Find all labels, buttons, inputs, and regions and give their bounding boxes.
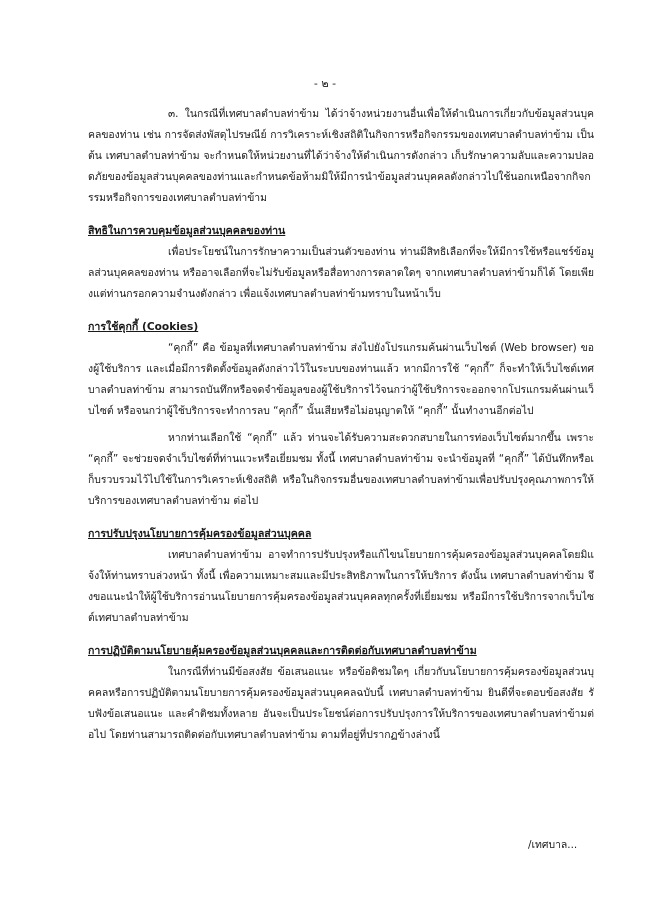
heading-cookies: การใช้คุกกี้ (Cookies) (88, 321, 199, 333)
section-gap (88, 512, 594, 518)
paragraph-compliance-contact: ในกรณีที่ท่านมีข้อสงสัย ข้อเสนอแนะ หรือข้อติชมใดๆ เกี่ยวกับนโยบายการคุ้มครองข้อมูลส่วนบุคคลหรือการปฏิบัติตามนโยบายการคุ้มครองข้อมูลส่วนบุคคลฉบับนี้ เทศบาลตำบลท่าข้าม ยินดีที่จะตอบข้อสงสัย รับฟังข้อเสนอแนะ และคำติชมทั้งหลาย อันจะเป็นประโยชน์ต่อการปรับปรุงการให้บริการของเทศบาลตำบลท่าข้ามต่อไป โดยท่านสามารถติดต่อกับเทศบาลตำบลท่าข้าม ตามที่อยู่ที่ปรากฏข้างล่างนี้ (88, 666, 594, 741)
continuation-note: /เทศบาล... (528, 839, 578, 851)
page-number: - ๒ - (313, 77, 337, 90)
heading-compliance-contact: การปฏิบัติตามนโยบายคุ้มครองข้อมูลส่วนบุคคลและการติดต่อกับเทศบาลตำบลท่าข้าม (88, 645, 477, 657)
heading-data-control-rights: สิทธิในการควบคุมข้อมูลส่วนบุคคลของท่าน (88, 225, 286, 237)
heading-policy-update: การปรับปรุงนโยบายการคุ้มครองข้อมูลส่วนบุคคล (88, 528, 312, 540)
intro-paragraph: ๓. ในกรณีที่เทศบาลตำบลท่าข้าม ได้ว่าจ้างหน่วยงานอื่นเพื่อให้ดำเนินการเกี่ยวกับข้อมูลส่วนบุคคลของท่าน เช่น การจัดส่งพัสดุไปรษณีย์ การวิเคราะห์เชิงสถิติในกิจการหรือกิจกรรมของเทศบาลตำบลท่าข้าม เป็นต้น เทศบาลตำบลท่าข้าม จะกำหนดให้หน่วยงานที่ได้ว่าจ้างให้ดำเนินการดังกล่าว เก็บรักษาความลับและความปลอดภัยของข้อมูลส่วนบุคคลของท่านและกำหนดข้อห้ามมิให้มีการนำข้อมูลส่วนบุคคลดังกล่าวไปใช้นอกเหนือจากกิจกรรมหรือกิจการของเทศบาลตำบลท่าข้าม (88, 108, 594, 204)
paragraph-cookies-usage: หากท่านเลือกใช้ “คุกกี้” แล้ว ท่านจะได้รับความสะดวกสบายในการท่องเว็บไซต์มากขึ้น เพราะ “คุกกี้” จะช่วยจดจำเว็บไซต์ที่ท่านแวะหรือเยี่ยมชม ทั้งนี้ เทศบาลตำบลท่าข้าม จะนำข้อมูลที่ “คุกกี้” ได้บันทึกหรือเก็บรวบรวมไว้ไปใช้ในการวิเคราะห์เชิงสถิติ หรือในกิจกรรมอื่นของเทศบาลตำบลท่าข้ามเพื่อปรับปรุงคุณภาพการให้บริการของเทศบาลตำบลท่าข้าม ต่อไป (88, 432, 594, 507)
paragraph-cookies-definition: “คุกกี้” คือ ข้อมูลที่เทศบาลตำบลท่าข้าม ส่งไปยังโปรแกรมค้นผ่านเว็บไซต์ (Web browser) ของผู้ใช้บริการ และเมื่อมีการติดตั้งข้อมูลดังกล่าวไว้ในระบบของท่านแล้ว หากมีการใช้ “คุกกี้” ก็จะทำให้เว็บไซต์เทศบาลตำบลท่าข้าม สามารถบันทึกหรือจดจำข้อมูลของผู้ใช้บริการไว้จนกว่าผู้ใช้บริการจะออกจากโปรแกรมค้นผ่านเว็บไซต์ หรือจนกว่าผู้ใช้บริการจะทำการลบ “คุกกี้” นั้นเสียหรือไม่อนุญาตให้ “คุกกี้” นั้นทำงานอีกต่อไป (88, 342, 594, 417)
section-gap (88, 305, 594, 311)
section-gap (88, 209, 594, 215)
section-gap (88, 629, 594, 635)
document-body (88, 104, 594, 746)
paragraph-data-control-rights: เพื่อประโยชน์ในการรักษาความเป็นส่วนตัวของท่าน ท่านมีสิทธิเลือกที่จะให้มีการใช้หรือแชร์ข้อมูลส่วนบุคคลของท่าน หรืออาจเลือกที่จะไม่รับข้อมูลหรือสื่อทางการตลาดใดๆ จากเทศบาลตำบลท่าข้ามก็ได้ โดยเพียงแต่ท่านกรอกความจำนงดังกล่าว เพื่อแจ้งเทศบาลตำบลท่าข้ามทราบในหน้าเว็บ (88, 246, 594, 300)
paragraph-policy-update: เทศบาลตำบลท่าข้าม อาจทำการปรับปรุงหรือแก้ไขนโยบายการคุ้มครองข้อมูลส่วนบุคคลโดยมิแจ้งให้ท่านทราบล่วงหน้า ทั้งนี้ เพื่อความเหมาะสมและมีประสิทธิภาพในการให้บริการ ดังนั้น เทศบาลตำบลท่าข้าม จึงขอแนะนำให้ผู้ใช้บริการอ่านนโยบายการคุ้มครองข้อมูลส่วนบุคคลทุกครั้งที่เยี่ยมชม หรือมีการใช้บริการจากเว็บไซต์เทศบาลตำบลท่าข้าม (88, 549, 594, 624)
